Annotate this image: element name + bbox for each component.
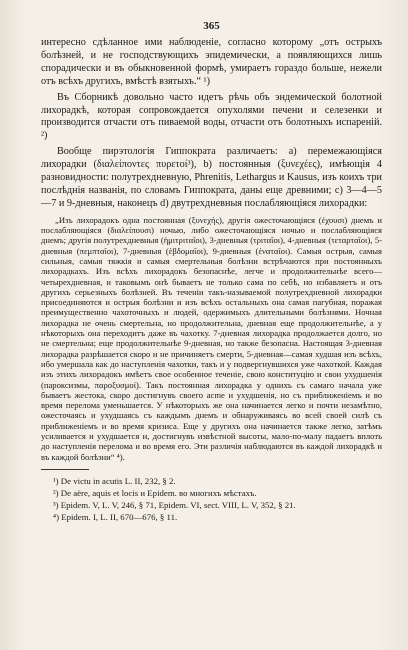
paragraph-3: Вообще пирэтологія Гиппократа различаетъ: а) перемежающіяся лихорадки (διαλείποντες πυρετοί³), b) постоянныя (ξυνεχέες), имѣющія 4 разновидности: полутрехдневную, Phrenitis, Lethargus и Kausus, изъ коихъ три послѣднія названія, по словамъ Гиппократа, даны еще древними; c) 3—4—5—7 и 9-дневныя, наконецъ d) двутрехдневныя послабляющіяся лихорадки: [41, 146, 382, 209]
paragraph-1: интересно сдѣланное ими наблюденіе, согласно которому „отъ острыхъ болѣзней, и не господствующихъ эпидемически, а появляющихся лишь спорадически и въ обыкновенной формѣ, умираетъ гораздо больше, нежели отъ всѣхъ другихъ, вмѣстѣ взятыхъ.“ ¹) [41, 37, 382, 87]
footnotes [41, 475, 382, 523]
page-number: 365 [203, 20, 220, 32]
footnote-divider [41, 469, 89, 470]
paragraph-2: Въ Сборникѣ довольно часто идетъ рѣчь объ эндемической болотной лихорадкѣ, которая сопровождается опухолями печени и селезенки и производится отчасти отъ пиваемой воды, отчасти отъ болотныхъ испареній. ²) [41, 91, 382, 142]
footnote-1: ¹) De victu in acutis L. II, 232, § 2. [53, 475, 176, 486]
footnote-2: ²) De aëre, aquis et locis и Epidem. во многихъ мѣстахъ. [53, 488, 257, 498]
quoted-passage: „Изъ лихорадокъ одна постоянная (ξυνεχής), другія ожесточающіяся (ἐχουσι) днемъ и послабляющіяся (διαλείπουσι) ночью, либо ожесточающіяся ночью и послабляющіяся днемъ; другія полутрехдневныя (ἡμιτριταῖοι), 3-дневныя (τριταῖοι), 4-дневныя (τεταρταῖοι), 5-дневныя (πεμπταῖοι), 7-дневныя (ἑβδομαῖοι), 9-дневныя (ἐναταῖοι). Самыя острыя, самыя сильныя, самыя тяжкія и самыя смертельныя болѣзни встрѣчаются при постоянныхъ лихорадкахъ. Изъ всѣхъ лихорадокъ безопаснѣе, легче и продолжительнѣе всего—четырехдневная, и таковымъ онѣ бываетъ не только сама по себѣ, но избавляетъ и отъ другихъ серьезныхъ болѣзней. Въ теченіи такъ-называемой полутрехдневной лихорадки присоединяются и острыя болѣзни и изъ всѣхъ остальныхъ она самая пагубная, поражая преимущественно чахоточныхъ и людей, одержимыхъ длительными болѣзнями. Ночная лихорадка не очень смертельна, но продолжительна, дневная еще продолжительнѣе, а у нѣкоторыхъ она переходитъ даже въ чахотку. 7-дневная лихорадка продолжается долго, но не смертельна; еще продолжительнѣе 9-дневная, но также безопасна. Настоящая 3-дневная лихорадка разрѣшается скоро и не причиняетъ смерти, 5-дневная—самая худшая изъ всѣхъ, ибо умершала как до наступленія чахотки, такъ и у подвергнувшихся уже чахоткой. Каждая изъ этихъ лихорадокъ имѣетъ свое особенное теченіе, свою конституцію и свои ухудшенія (пароксизмы, παροξυσμοί). Такъ постоянная лихорадка у однихъ съ самаго начала уже бываетъ жестока, скоро достигнувъ своего acme и ухудшенія, но съ приближеніемъ и во время перелома уменьшается. У нѣкоторыхъ же она начинается легко и почти незамѣтно, ожесточаясь и ухудшаясь съ каждымъ днемъ и обнаруживаясь во всей своей силѣ съ приближеніемъ и во время кризиса. Еще у другихъ она начинается также легко, затѣмъ усиливается и ухудшается и, достигнувъ извѣстной высоты, мало-по-малу падаетъ вплоть до наступленія перелома и во время его. Эти различія наблюдаются въ каждой лихорадкѣ и въ каждой болѣзни“ ⁴). [41, 214, 382, 462]
footnote-4: ⁴) Epidem. I, L. II, 670—676, § 11. [53, 512, 178, 523]
footnote-3: ³) Epidem. V, L. V, 246, § 71, Epidem. VI, sect. VIII, L. V, 352, § 21. [53, 500, 296, 511]
